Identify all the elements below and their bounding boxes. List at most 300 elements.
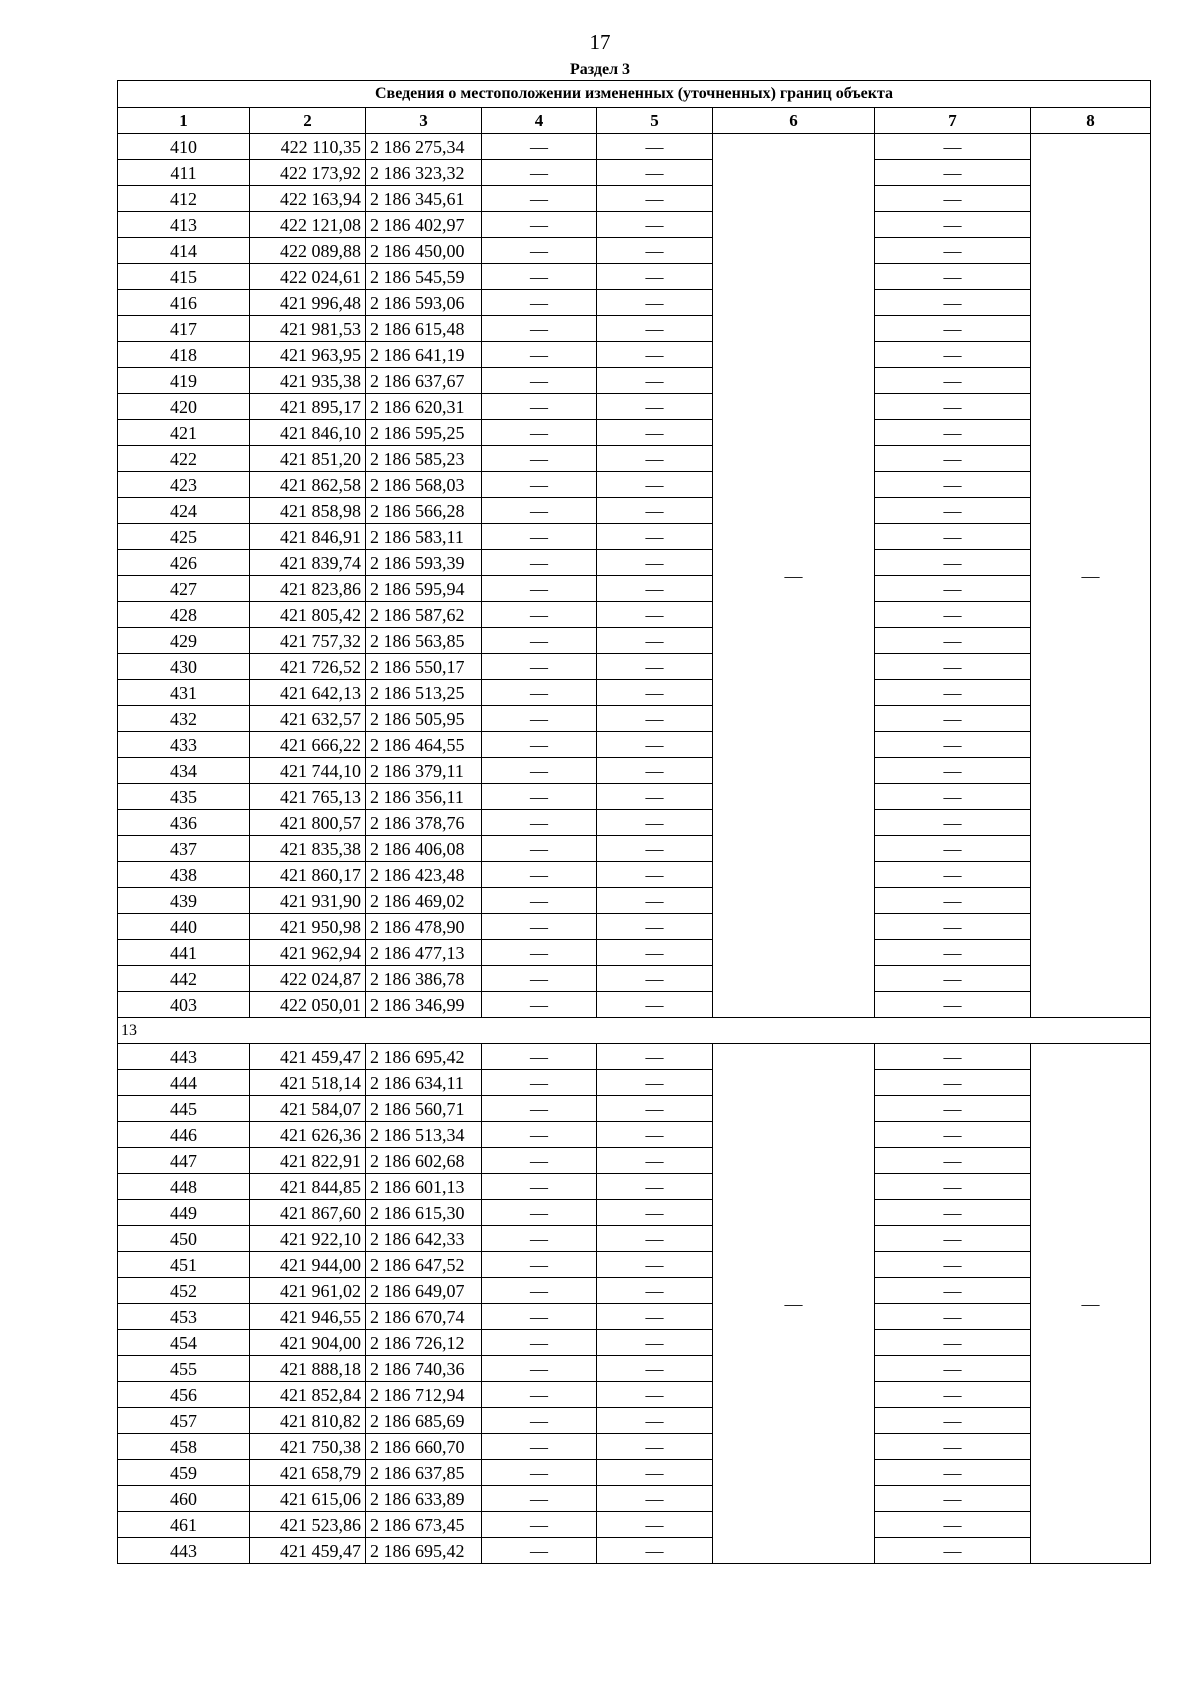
point-number: 457 bbox=[118, 1408, 250, 1434]
coordinate-x: 422 163,94 bbox=[250, 186, 366, 212]
cell-col7: — bbox=[875, 212, 1031, 238]
cell-col5: — bbox=[597, 394, 713, 420]
cell-col4: — bbox=[482, 1122, 597, 1148]
cell-col4: — bbox=[482, 576, 597, 602]
coordinate-y: 2 186 595,25 bbox=[366, 420, 482, 446]
cell-col5: — bbox=[597, 290, 713, 316]
cell-col7: — bbox=[875, 1538, 1031, 1564]
cell-col7: — bbox=[875, 1356, 1031, 1382]
cell-col4: — bbox=[482, 1252, 597, 1278]
coordinate-x: 422 089,88 bbox=[250, 238, 366, 264]
table-caption: Сведения о местоположении измененных (уточненных) границ объекта bbox=[118, 81, 1151, 108]
cell-col5: — bbox=[597, 1122, 713, 1148]
cell-col5: — bbox=[597, 862, 713, 888]
coordinate-y: 2 186 513,25 bbox=[366, 680, 482, 706]
table-row bbox=[118, 680, 1151, 706]
cell-col5: — bbox=[597, 1226, 713, 1252]
coordinate-y: 2 186 712,94 bbox=[366, 1382, 482, 1408]
coordinate-x: 421 584,07 bbox=[250, 1096, 366, 1122]
coordinate-y: 2 186 685,69 bbox=[366, 1408, 482, 1434]
table-row bbox=[118, 654, 1151, 680]
cell-col4: — bbox=[482, 940, 597, 966]
coordinate-y: 2 186 583,11 bbox=[366, 524, 482, 550]
cell-col4: — bbox=[482, 602, 597, 628]
merged-cell-col6: — bbox=[713, 1044, 875, 1564]
cell-col4: — bbox=[482, 680, 597, 706]
point-number: 422 bbox=[118, 446, 250, 472]
table-row bbox=[118, 394, 1151, 420]
point-number: 403 bbox=[118, 992, 250, 1018]
page-number: 17 bbox=[589, 30, 611, 54]
cell-col4: — bbox=[482, 836, 597, 862]
cell-col7: — bbox=[875, 654, 1031, 680]
cell-col5: — bbox=[597, 264, 713, 290]
cell-col7: — bbox=[875, 446, 1031, 472]
coordinate-x: 421 852,84 bbox=[250, 1382, 366, 1408]
cell-col4: — bbox=[482, 394, 597, 420]
coordinate-y: 2 186 275,34 bbox=[366, 134, 482, 160]
cell-col4: — bbox=[482, 1408, 597, 1434]
column-number-row bbox=[118, 108, 1151, 134]
group-label: 13 bbox=[118, 1018, 1151, 1044]
point-number: 410 bbox=[118, 134, 250, 160]
boundary-coordinates-table bbox=[117, 80, 1151, 1564]
table-row bbox=[118, 836, 1151, 862]
cell-col4: — bbox=[482, 1044, 597, 1070]
cell-col7: — bbox=[875, 1226, 1031, 1252]
table-row bbox=[118, 264, 1151, 290]
coordinate-x: 421 765,13 bbox=[250, 784, 366, 810]
table-row bbox=[118, 1226, 1151, 1252]
point-number: 445 bbox=[118, 1096, 250, 1122]
cell-col4: — bbox=[482, 1278, 597, 1304]
cell-col7: — bbox=[875, 576, 1031, 602]
cell-col4: — bbox=[482, 160, 597, 186]
column-number: 6 bbox=[713, 108, 875, 134]
point-number: 420 bbox=[118, 394, 250, 420]
coordinate-y: 2 186 673,45 bbox=[366, 1512, 482, 1538]
cell-col5: — bbox=[597, 160, 713, 186]
point-number: 419 bbox=[118, 368, 250, 394]
cell-col4: — bbox=[482, 784, 597, 810]
group-label-row bbox=[118, 1018, 1151, 1044]
cell-col5: — bbox=[597, 1278, 713, 1304]
coordinate-y: 2 186 423,48 bbox=[366, 862, 482, 888]
cell-col4: — bbox=[482, 550, 597, 576]
cell-col7: — bbox=[875, 862, 1031, 888]
point-number: 455 bbox=[118, 1356, 250, 1382]
coordinate-x: 421 963,95 bbox=[250, 342, 366, 368]
cell-col7: — bbox=[875, 758, 1031, 784]
merged-cell-col8: — bbox=[1031, 134, 1151, 1018]
table-row bbox=[118, 1382, 1151, 1408]
cell-col7: — bbox=[875, 186, 1031, 212]
coordinate-x: 421 950,98 bbox=[250, 914, 366, 940]
cell-col5: — bbox=[597, 1538, 713, 1564]
coordinate-y: 2 186 647,52 bbox=[366, 1252, 482, 1278]
cell-col7: — bbox=[875, 134, 1031, 160]
cell-col7: — bbox=[875, 1070, 1031, 1096]
cell-col4: — bbox=[482, 1356, 597, 1382]
column-number: 2 bbox=[250, 108, 366, 134]
point-number: 441 bbox=[118, 940, 250, 966]
point-number: 425 bbox=[118, 524, 250, 550]
table-row bbox=[118, 550, 1151, 576]
table-row bbox=[118, 966, 1151, 992]
table-row bbox=[118, 342, 1151, 368]
point-number: 427 bbox=[118, 576, 250, 602]
coordinate-x: 421 744,10 bbox=[250, 758, 366, 784]
point-number: 444 bbox=[118, 1070, 250, 1096]
coordinate-x: 421 757,32 bbox=[250, 628, 366, 654]
table-row bbox=[118, 602, 1151, 628]
cell-col5: — bbox=[597, 212, 713, 238]
cell-col7: — bbox=[875, 550, 1031, 576]
coordinate-x: 421 888,18 bbox=[250, 1356, 366, 1382]
table-row bbox=[118, 1070, 1151, 1096]
table-row bbox=[118, 316, 1151, 342]
coordinate-x: 421 518,14 bbox=[250, 1070, 366, 1096]
coordinate-x: 421 962,94 bbox=[250, 940, 366, 966]
cell-col4: — bbox=[482, 1486, 597, 1512]
table-row bbox=[118, 1538, 1151, 1564]
table-row bbox=[118, 810, 1151, 836]
coordinate-x: 421 726,52 bbox=[250, 654, 366, 680]
cell-col5: — bbox=[597, 758, 713, 784]
table-row bbox=[118, 472, 1151, 498]
point-number: 426 bbox=[118, 550, 250, 576]
cell-col7: — bbox=[875, 1382, 1031, 1408]
table-row bbox=[118, 992, 1151, 1018]
point-number: 461 bbox=[118, 1512, 250, 1538]
cell-col4: — bbox=[482, 290, 597, 316]
coordinate-y: 2 186 615,30 bbox=[366, 1200, 482, 1226]
coordinate-y: 2 186 695,42 bbox=[366, 1044, 482, 1070]
coordinate-y: 2 186 563,85 bbox=[366, 628, 482, 654]
cell-col4: — bbox=[482, 628, 597, 654]
coordinate-y: 2 186 634,11 bbox=[366, 1070, 482, 1096]
coordinate-x: 421 658,79 bbox=[250, 1460, 366, 1486]
coordinate-y: 2 186 601,13 bbox=[366, 1174, 482, 1200]
cell-col5: — bbox=[597, 1512, 713, 1538]
table-row bbox=[118, 940, 1151, 966]
coordinate-x: 422 173,92 bbox=[250, 160, 366, 186]
cell-col4: — bbox=[482, 524, 597, 550]
point-number: 434 bbox=[118, 758, 250, 784]
coordinate-x: 421 642,13 bbox=[250, 680, 366, 706]
point-number: 437 bbox=[118, 836, 250, 862]
table-row bbox=[118, 1044, 1151, 1070]
cell-col5: — bbox=[597, 1174, 713, 1200]
cell-col4: — bbox=[482, 472, 597, 498]
cell-col5: — bbox=[597, 1356, 713, 1382]
table-row bbox=[118, 576, 1151, 602]
point-number: 411 bbox=[118, 160, 250, 186]
cell-col5: — bbox=[597, 342, 713, 368]
coordinate-x: 421 851,20 bbox=[250, 446, 366, 472]
table-row bbox=[118, 784, 1151, 810]
column-number: 7 bbox=[875, 108, 1031, 134]
column-number: 5 bbox=[597, 108, 713, 134]
point-number: 454 bbox=[118, 1330, 250, 1356]
cell-col4: — bbox=[482, 732, 597, 758]
cell-col4: — bbox=[482, 888, 597, 914]
coordinate-x: 421 459,47 bbox=[250, 1044, 366, 1070]
cell-col5: — bbox=[597, 1070, 713, 1096]
cell-col7: — bbox=[875, 888, 1031, 914]
coordinate-x: 421 961,02 bbox=[250, 1278, 366, 1304]
table-row bbox=[118, 1096, 1151, 1122]
coordinate-x: 421 615,06 bbox=[250, 1486, 366, 1512]
point-number: 423 bbox=[118, 472, 250, 498]
coordinate-y: 2 186 513,34 bbox=[366, 1122, 482, 1148]
point-number: 442 bbox=[118, 966, 250, 992]
coordinate-x: 422 110,35 bbox=[250, 134, 366, 160]
coordinate-x: 421 996,48 bbox=[250, 290, 366, 316]
cell-col7: — bbox=[875, 810, 1031, 836]
cell-col7: — bbox=[875, 264, 1031, 290]
cell-col7: — bbox=[875, 706, 1031, 732]
cell-col5: — bbox=[597, 1382, 713, 1408]
point-number: 432 bbox=[118, 706, 250, 732]
cell-col5: — bbox=[597, 1460, 713, 1486]
table-row bbox=[118, 1330, 1151, 1356]
cell-col5: — bbox=[597, 420, 713, 446]
cell-col5: — bbox=[597, 654, 713, 680]
coordinate-y: 2 186 641,19 bbox=[366, 342, 482, 368]
coordinate-x: 421 523,86 bbox=[250, 1512, 366, 1538]
coordinate-x: 421 981,53 bbox=[250, 316, 366, 342]
cell-col5: — bbox=[597, 1486, 713, 1512]
cell-col4: — bbox=[482, 264, 597, 290]
cell-col7: — bbox=[875, 1460, 1031, 1486]
point-number: 430 bbox=[118, 654, 250, 680]
point-number: 439 bbox=[118, 888, 250, 914]
point-number: 428 bbox=[118, 602, 250, 628]
cell-col7: — bbox=[875, 732, 1031, 758]
cell-col4: — bbox=[482, 1330, 597, 1356]
cell-col5: — bbox=[597, 1044, 713, 1070]
cell-col5: — bbox=[597, 472, 713, 498]
coordinate-x: 421 904,00 bbox=[250, 1330, 366, 1356]
coordinate-y: 2 186 637,85 bbox=[366, 1460, 482, 1486]
cell-col7: — bbox=[875, 342, 1031, 368]
table-row bbox=[118, 1486, 1151, 1512]
coordinate-x: 421 867,60 bbox=[250, 1200, 366, 1226]
point-number: 436 bbox=[118, 810, 250, 836]
table-row bbox=[118, 862, 1151, 888]
coordinate-x: 422 050,01 bbox=[250, 992, 366, 1018]
table-row bbox=[118, 1512, 1151, 1538]
cell-col7: — bbox=[875, 1512, 1031, 1538]
coordinate-x: 421 805,42 bbox=[250, 602, 366, 628]
point-number: 424 bbox=[118, 498, 250, 524]
point-number: 414 bbox=[118, 238, 250, 264]
cell-col5: — bbox=[597, 680, 713, 706]
cell-col4: — bbox=[482, 1460, 597, 1486]
merged-cell-col8: — bbox=[1031, 1044, 1151, 1564]
point-number: 448 bbox=[118, 1174, 250, 1200]
table-row bbox=[118, 290, 1151, 316]
cell-col5: — bbox=[597, 706, 713, 732]
coordinate-y: 2 186 566,28 bbox=[366, 498, 482, 524]
cell-col4: — bbox=[482, 316, 597, 342]
table-row bbox=[118, 134, 1151, 160]
coordinate-x: 421 459,47 bbox=[250, 1538, 366, 1564]
table-row bbox=[118, 732, 1151, 758]
point-number: 431 bbox=[118, 680, 250, 706]
coordinate-x: 421 895,17 bbox=[250, 394, 366, 420]
coordinate-x: 421 862,58 bbox=[250, 472, 366, 498]
point-number: 415 bbox=[118, 264, 250, 290]
cell-col7: — bbox=[875, 420, 1031, 446]
cell-col5: — bbox=[597, 888, 713, 914]
cell-col5: — bbox=[597, 524, 713, 550]
table-row bbox=[118, 160, 1151, 186]
table-row bbox=[118, 758, 1151, 784]
coordinate-y: 2 186 660,70 bbox=[366, 1434, 482, 1460]
coordinate-x: 421 800,57 bbox=[250, 810, 366, 836]
point-number: 450 bbox=[118, 1226, 250, 1252]
cell-col5: — bbox=[597, 368, 713, 394]
point-number: 452 bbox=[118, 1278, 250, 1304]
coordinate-y: 2 186 695,42 bbox=[366, 1538, 482, 1564]
point-number: 433 bbox=[118, 732, 250, 758]
coordinate-y: 2 186 356,11 bbox=[366, 784, 482, 810]
coordinate-x: 422 024,61 bbox=[250, 264, 366, 290]
cell-col5: — bbox=[597, 784, 713, 810]
point-number: 438 bbox=[118, 862, 250, 888]
cell-col4: — bbox=[482, 420, 597, 446]
cell-col7: — bbox=[875, 628, 1031, 654]
cell-col4: — bbox=[482, 914, 597, 940]
cell-col5: — bbox=[597, 1148, 713, 1174]
point-number: 459 bbox=[118, 1460, 250, 1486]
coordinate-y: 2 186 469,02 bbox=[366, 888, 482, 914]
table-row bbox=[118, 446, 1151, 472]
coordinate-x: 421 810,82 bbox=[250, 1408, 366, 1434]
coordinate-y: 2 186 595,94 bbox=[366, 576, 482, 602]
cell-col7: — bbox=[875, 836, 1031, 862]
cell-col5: — bbox=[597, 966, 713, 992]
cell-col4: — bbox=[482, 342, 597, 368]
cell-col5: — bbox=[597, 602, 713, 628]
coordinate-y: 2 186 345,61 bbox=[366, 186, 482, 212]
coordinate-x: 421 858,98 bbox=[250, 498, 366, 524]
cell-col5: — bbox=[597, 1330, 713, 1356]
coordinate-y: 2 186 505,95 bbox=[366, 706, 482, 732]
coordinate-x: 421 750,38 bbox=[250, 1434, 366, 1460]
point-number: 421 bbox=[118, 420, 250, 446]
cell-col7: — bbox=[875, 1174, 1031, 1200]
cell-col4: — bbox=[482, 1070, 597, 1096]
cell-col4: — bbox=[482, 186, 597, 212]
table-row bbox=[118, 888, 1151, 914]
table-row bbox=[118, 1252, 1151, 1278]
coordinate-y: 2 186 620,31 bbox=[366, 394, 482, 420]
coordinate-y: 2 186 593,39 bbox=[366, 550, 482, 576]
point-number: 447 bbox=[118, 1148, 250, 1174]
cell-col4: — bbox=[482, 1512, 597, 1538]
coordinate-y: 2 186 585,23 bbox=[366, 446, 482, 472]
cell-col4: — bbox=[482, 134, 597, 160]
cell-col5: — bbox=[597, 1434, 713, 1460]
point-number: 418 bbox=[118, 342, 250, 368]
cell-col7: — bbox=[875, 1278, 1031, 1304]
coordinate-y: 2 186 477,13 bbox=[366, 940, 482, 966]
table-row bbox=[118, 914, 1151, 940]
point-number: 451 bbox=[118, 1252, 250, 1278]
section-title: Раздел 3 bbox=[569, 61, 631, 78]
coordinate-y: 2 186 637,67 bbox=[366, 368, 482, 394]
coordinate-y: 2 186 402,97 bbox=[366, 212, 482, 238]
table-row bbox=[118, 1200, 1151, 1226]
coordinate-y: 2 186 478,90 bbox=[366, 914, 482, 940]
coordinate-y: 2 186 602,68 bbox=[366, 1148, 482, 1174]
table-row bbox=[118, 1174, 1151, 1200]
cell-col5: — bbox=[597, 914, 713, 940]
cell-col4: — bbox=[482, 1200, 597, 1226]
coordinate-y: 2 186 545,59 bbox=[366, 264, 482, 290]
cell-col5: — bbox=[597, 732, 713, 758]
cell-col4: — bbox=[482, 1174, 597, 1200]
coordinate-y: 2 186 450,00 bbox=[366, 238, 482, 264]
table-row bbox=[118, 706, 1151, 732]
table-row bbox=[118, 1408, 1151, 1434]
cell-col7: — bbox=[875, 394, 1031, 420]
cell-col5: — bbox=[597, 836, 713, 862]
cell-col7: — bbox=[875, 238, 1031, 264]
cell-col7: — bbox=[875, 966, 1031, 992]
coordinate-x: 421 922,10 bbox=[250, 1226, 366, 1252]
coordinate-y: 2 186 323,32 bbox=[366, 160, 482, 186]
cell-col7: — bbox=[875, 914, 1031, 940]
cell-col4: — bbox=[482, 1304, 597, 1330]
cell-col7: — bbox=[875, 368, 1031, 394]
table-row bbox=[118, 368, 1151, 394]
cell-col4: — bbox=[482, 966, 597, 992]
cell-col7: — bbox=[875, 1096, 1031, 1122]
cell-col7: — bbox=[875, 1200, 1031, 1226]
coordinate-x: 421 935,38 bbox=[250, 368, 366, 394]
coordinate-y: 2 186 464,55 bbox=[366, 732, 482, 758]
coordinate-x: 421 632,57 bbox=[250, 706, 366, 732]
coordinate-y: 2 186 378,76 bbox=[366, 810, 482, 836]
cell-col5: — bbox=[597, 940, 713, 966]
point-number: 449 bbox=[118, 1200, 250, 1226]
cell-col7: — bbox=[875, 290, 1031, 316]
cell-col5: — bbox=[597, 134, 713, 160]
cell-col4: — bbox=[482, 446, 597, 472]
coordinate-y: 2 186 642,33 bbox=[366, 1226, 482, 1252]
coordinate-y: 2 186 593,06 bbox=[366, 290, 482, 316]
cell-col7: — bbox=[875, 940, 1031, 966]
cell-col7: — bbox=[875, 992, 1031, 1018]
point-number: 417 bbox=[118, 316, 250, 342]
cell-col4: — bbox=[482, 992, 597, 1018]
coordinate-x: 421 839,74 bbox=[250, 550, 366, 576]
coordinate-y: 2 186 386,78 bbox=[366, 966, 482, 992]
point-number: 412 bbox=[118, 186, 250, 212]
table-row bbox=[118, 212, 1151, 238]
column-number: 8 bbox=[1031, 108, 1151, 134]
point-number: 443 bbox=[118, 1538, 250, 1564]
cell-col7: — bbox=[875, 602, 1031, 628]
point-number: 458 bbox=[118, 1434, 250, 1460]
table-row bbox=[118, 628, 1151, 654]
cell-col5: — bbox=[597, 810, 713, 836]
coordinate-x: 421 944,00 bbox=[250, 1252, 366, 1278]
